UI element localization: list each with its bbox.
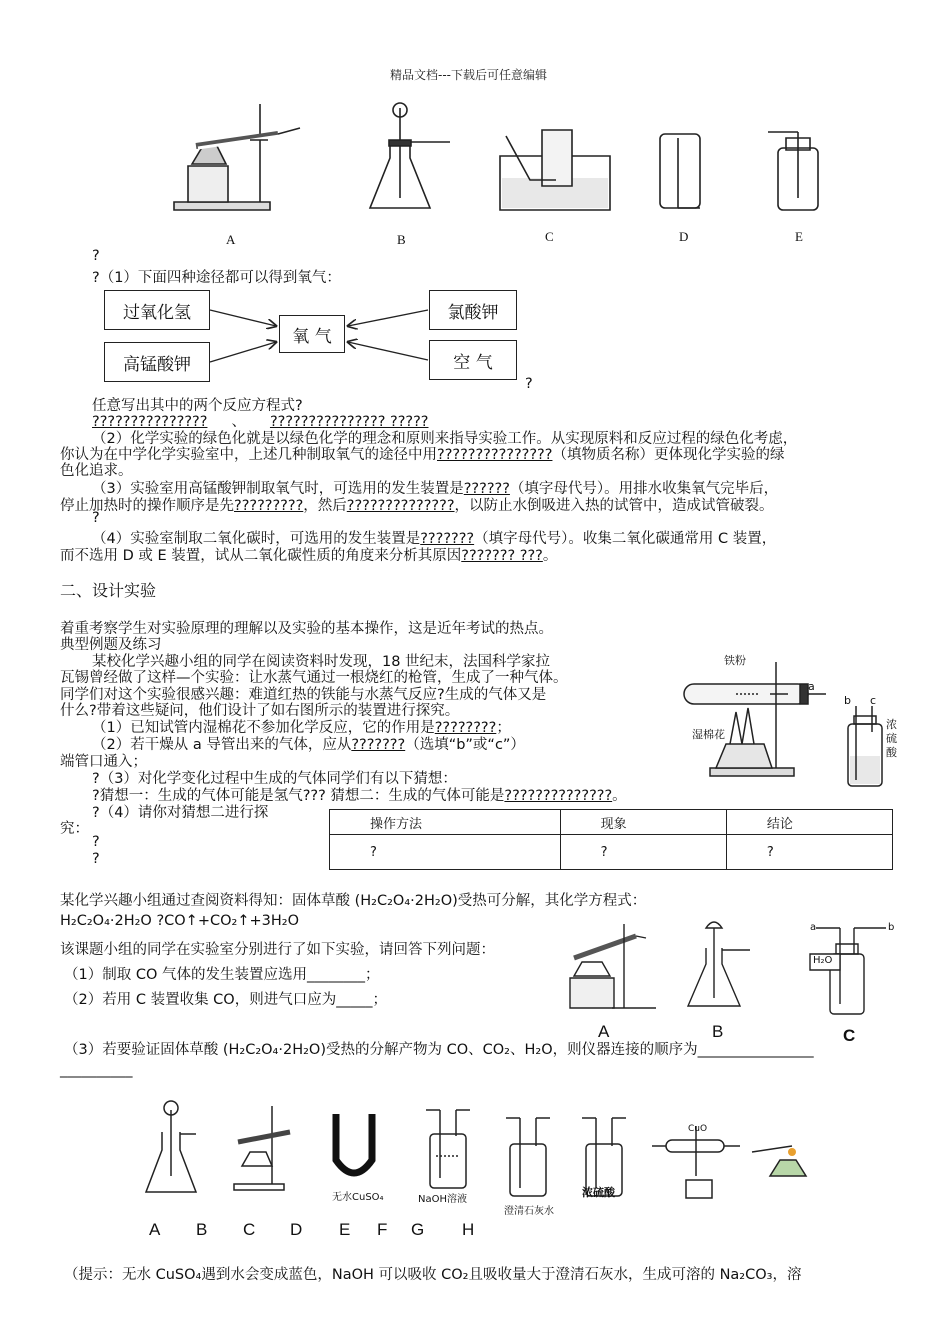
- oxalic-line1: 某化学兴趣小组通过查阅资料得知：固体草酸 (H₂C₂O₄·2H₂O)受热可分解，其化学方程式：: [60, 893, 647, 909]
- section2-p3: 同学们对这个实验很感兴趣：难道红热的铁能与水蒸气反应?生成的气体又是: [60, 687, 547, 703]
- bottom-label-h: H: [462, 1220, 475, 1239]
- q1-intro: ?（1）下面四种途径都可以得到氧气：: [92, 270, 341, 286]
- s3-tail: 。: [612, 788, 627, 804]
- source-potassium-permanganate: 高锰酸钾: [104, 342, 210, 382]
- oxalic-q2: （2）若用 C 装置收集 CO，则进气口应为_____；: [64, 992, 387, 1008]
- bottom-apparatus-figure: [140, 1096, 820, 1206]
- bottom-label-e: E: [339, 1220, 351, 1239]
- s3-blank[interactable]: ??????????????: [504, 788, 613, 804]
- s2-end: 端管口通入；: [60, 754, 147, 770]
- experiment-table: [329, 809, 893, 870]
- bottom-label-f: F: [377, 1220, 388, 1239]
- oxalic-apparatus-figure: [560, 914, 900, 1024]
- top-figure-label-a: A: [226, 232, 236, 247]
- oxalic-q3: （3）若要验证固体草酸 (H₂C₂O₄·2H₂O)受热的分解产物为 CO、CO₂、H₂O，则仪器连接的顺序为________________: [64, 1042, 814, 1058]
- bottom-label-c: C: [243, 1220, 256, 1239]
- q1-blank2[interactable]: ??????????????? ?????: [269, 414, 429, 430]
- caption-lime-water: 澄清石灰水: [504, 1206, 554, 1217]
- bottom-label-b: B: [196, 1220, 208, 1239]
- q2-line2b: （填物质名称）更体现化学实验的绿: [552, 447, 785, 463]
- s1-text: （1）已知试管内湿棉花不参加化学反应，它的作用是: [92, 720, 435, 736]
- table-cell[interactable]: ?: [726, 835, 892, 870]
- caption-conc-acid: 浓硫酸: [582, 1186, 615, 1199]
- bottom-label-a: A: [149, 1220, 161, 1239]
- top-figure-label-e: E: [795, 229, 803, 244]
- question-mark: ?: [92, 248, 100, 264]
- section2-intro: 着重考察学生对实验原理的理解以及实验的基本操作，这是近年考试的热点。: [60, 621, 553, 637]
- s4-text: ?（4）请你对猜想二进行探: [92, 805, 269, 821]
- hint-text: （提示：无水 CuSO₄遇到水会变成蓝色，NaOH 可以吸收 CO₂且吸收量大于澄清石灰水，生成可溶的 Na₂CO₃，溶: [64, 1267, 802, 1283]
- table-cell[interactable]: ?: [560, 835, 726, 870]
- s1-blank[interactable]: ????????: [434, 720, 497, 736]
- q3-line2a: 停止加热时的操作顺序是先: [60, 498, 234, 514]
- section2-sub: 典型例题及练习: [60, 637, 162, 653]
- q3-mark: ?: [92, 510, 100, 526]
- s3-text: ?（3）对化学变化过程中生成的气体同学们有以下猜想：: [92, 771, 457, 787]
- table-header: 现象: [560, 810, 726, 835]
- q4-line2b: 。: [542, 548, 558, 564]
- section2-p2: 瓦锡曾经做了这样—个实验：让水蒸气通过一根烧红的枪管，生成了一种气体。: [60, 670, 568, 686]
- label-c-b: b: [888, 922, 895, 933]
- q2-line3: 色化追求。: [60, 463, 133, 479]
- s1-tail: ；: [496, 720, 511, 736]
- q4-line1b: （填字母代号）。收集二氧化碳通常用 C 装置，: [474, 531, 777, 547]
- q3-line2c: ，以防止水倒吸进入热的试管中，造成试管破裂。: [454, 498, 774, 514]
- bottom-label-d: D: [290, 1220, 303, 1239]
- q3-line2b: ，然后: [303, 498, 347, 514]
- caption-cuo: CuO: [688, 1124, 708, 1134]
- q3-blank3[interactable]: ??????????????: [346, 498, 455, 514]
- bottom-label-g: G: [411, 1220, 425, 1239]
- label-conc-acid: 浓 硫 酸: [886, 718, 897, 759]
- oxalic-q3-tail: __________: [60, 1062, 133, 1078]
- s2-blank[interactable]: ???????: [351, 737, 406, 753]
- q1-line1: 任意写出其中的两个反应方程式?: [92, 398, 303, 414]
- s4-mark1: ?: [92, 834, 100, 850]
- caption-cuso4: 无水CuSO₄: [332, 1192, 384, 1203]
- q1-blank1[interactable]: ???????????????: [92, 414, 208, 430]
- q4-line1a: （4）实验室制取二氧化碳时，可选用的发生装置是: [92, 531, 421, 547]
- oxalic-label-b: B: [712, 1022, 724, 1041]
- source-hydrogen-peroxide: 过氧化氢: [104, 290, 210, 330]
- q3-blank2[interactable]: ?????????: [234, 498, 304, 514]
- top-apparatus-figure: [160, 98, 820, 250]
- q4-blank1[interactable]: ???????: [420, 531, 475, 547]
- oxalic-q1: （1）制取 CO 气体的发生装置应选用________；: [64, 967, 380, 983]
- q4-line2a: 而不选用 D 或 E 装置，试从二氧化碳性质的角度来分析其原因: [60, 548, 462, 564]
- q3-line1b: （填字母代号）。用排水收集氧气完毕后，: [509, 481, 779, 497]
- s2-text: （2）若干燥从 a 导管出来的气体，应从: [92, 737, 352, 753]
- oxalic-label-a: A: [598, 1022, 610, 1041]
- section2-p4: 什么?带着这些疑问，他们设计了如右图所示的装置进行探究。: [60, 703, 460, 719]
- label-iron-powder: 铁粉: [724, 654, 746, 667]
- page-header: 精品文档---下载后可任意编辑: [390, 68, 547, 82]
- section2-title: 二、设计实验: [60, 581, 157, 600]
- s4-mark2: ?: [92, 851, 100, 867]
- s3-guess: ?猜想一：生成的气体可能是氢气??? 猜想二：生成的气体可能是: [92, 788, 505, 804]
- label-a: a: [808, 680, 815, 693]
- source-potassium-chlorate: 氯酸钾: [429, 290, 517, 330]
- q4-blank2[interactable]: ??????? ???: [461, 548, 543, 564]
- q3-line1a: （3）实验室用高锰酸钾制取氧气时，可选用的发生装置是: [92, 481, 464, 497]
- q2-line1: （2）化学实验的绿色化就是以绿色化学的理念和原则来指导实验工作。从实现原料和反应过程的绿色化考虑，: [92, 431, 798, 447]
- table-cell[interactable]: ?: [330, 835, 561, 870]
- table-header: 操作方法: [330, 810, 561, 835]
- top-figure-label-b: B: [397, 232, 406, 247]
- label-h2o: H₂O: [813, 955, 833, 966]
- top-figure-label-d: D: [679, 229, 689, 244]
- oxalic-label-c: C: [843, 1026, 856, 1045]
- source-air: 空 气: [429, 340, 517, 380]
- s2-tail: （选填“b”或“c”）: [405, 737, 525, 753]
- oxygen-arrows: [200, 290, 440, 380]
- label-wet-cotton: 湿棉花: [692, 728, 725, 741]
- oxygen-box: 氧 气: [279, 315, 345, 353]
- q2-blank[interactable]: ???????????????: [437, 447, 553, 463]
- label-c-a: a: [810, 922, 817, 933]
- q2-line2a: 你认为在中学化学实验室中，上述几种制取氧气的途径中用: [60, 447, 437, 463]
- iron-steam-figure: [676, 648, 896, 798]
- table-header: 结论: [726, 810, 892, 835]
- label-c: c: [870, 694, 877, 707]
- diagram-tail-mark: ?: [525, 376, 533, 392]
- oxalic-equation: H₂C₂O₄·2H₂O ?CO↑+CO₂↑+3H₂O: [60, 913, 299, 929]
- oxalic-line3: 该课题小组的同学在实验室分别进行了如下实验，请回答下列问题：: [60, 942, 495, 958]
- s4-end: 究：: [60, 821, 89, 837]
- caption-naoh: NaOH溶液: [418, 1194, 467, 1205]
- q3-blank1[interactable]: ??????: [463, 481, 510, 497]
- label-b: b: [844, 694, 851, 707]
- top-figure-label-c: C: [545, 229, 554, 244]
- section2-p1: 某校化学兴趣小组的同学在阅读资料时发现，18 世纪末，法国科学家拉: [92, 654, 551, 670]
- q1-sep: 、: [231, 414, 246, 430]
